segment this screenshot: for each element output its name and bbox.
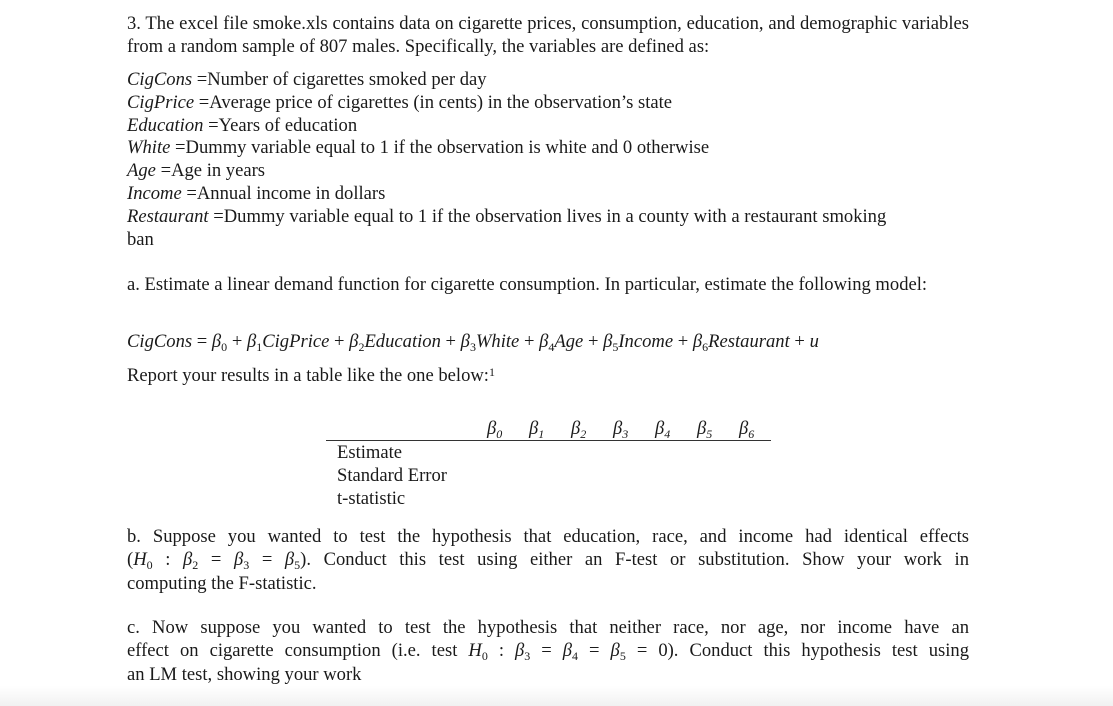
- table-header: [326, 418, 771, 441]
- column-header: $\beta_4$: [655, 418, 671, 441]
- variable-definition: [127, 92, 969, 115]
- table-row: t-statistic: [337, 488, 406, 509]
- variable-name: CigPrice: [127, 91, 195, 113]
- variable-description: =Dummy variable equal to 1 if the observation lives in a county with a restaurant smoking: [213, 205, 887, 227]
- variable-description: =Years of education: [208, 114, 358, 136]
- column-header: $\beta_5$: [697, 418, 713, 441]
- variable-name: White: [127, 137, 171, 159]
- footnote-marker: 1: [488, 365, 495, 379]
- variable-name: Restaurant: [127, 205, 209, 227]
- table-row-labels: [337, 442, 447, 511]
- variable-name: CigCons: [127, 69, 193, 90]
- variable-description: =Annual income in dollars: [186, 182, 386, 204]
- column-header: $\beta_6$: [739, 418, 755, 441]
- part-c-text: c. Now suppose you wanted to test the hypothesis that neither race, nor age, nor income have an effect on cigarette consumption (i.e. test $H_0$ : $\beta_3 = \beta_4 = \beta_5 = 0$). Conduct this hypothesis test using an LM test, showing your work: [127, 617, 969, 685]
- variable-definition: [127, 115, 969, 138]
- variable-description: =Age in years: [160, 160, 266, 182]
- question-intro: 3. The excel file smoke.xls contains data on cigarette prices, consumption, education, and demographic variables from a random sample of 807 males. Specifically, the variables are defined as:: [127, 13, 969, 57]
- table-row: Standard Error: [337, 465, 447, 486]
- variable-definition: [127, 183, 969, 206]
- column-header: $\beta_0$: [487, 418, 503, 441]
- column-header: $\beta_2$: [571, 418, 587, 441]
- model-equation: CigCons = $\beta_0$ + $\beta_1CigPrice$ + $\beta_2Education$ + $\beta_3White + \beta_4Age$ + $\beta_5Income$ + $\beta_6Restaurant + u$: [127, 331, 819, 354]
- variable-definition: [127, 160, 969, 183]
- variable-name: Education: [127, 114, 204, 136]
- table-row: Estimate: [337, 442, 403, 463]
- part-b-text: b. Suppose you wanted to test the hypothesis that education, race, and income had identical effects ($H_0$ : $\beta_2 = \beta_3 = \beta_5$). Conduct this test using either an F-test or substitution. Show your work in computing the F-statistic.: [127, 526, 969, 594]
- variable-definition-wrap: ban: [127, 228, 154, 250]
- variable-description: =Number of cigarettes smoked per day: [196, 69, 487, 90]
- variable-definitions: [127, 69, 969, 251]
- variable-description: =Average price of cigarettes (in cents) in the observation’s state: [198, 91, 673, 113]
- variable-definition: [127, 137, 969, 160]
- part-a-text: a. Estimate a linear demand function for cigarette consumption. In particular, estimate the following model:: [127, 274, 928, 295]
- column-header: $\beta_1$: [529, 418, 545, 441]
- variable-description: =Dummy variable equal to 1 if the observation is white and 0 otherwise: [175, 137, 710, 159]
- report-instruction: Report your results in a table like the one below:$^1$: [127, 365, 495, 386]
- variable-name: Income: [127, 182, 182, 204]
- variable-definition: [127, 69, 969, 92]
- variable-name: Age: [127, 160, 156, 182]
- page-bottom-edge: [0, 686, 1113, 706]
- variable-definition: [127, 206, 969, 229]
- column-header: $\beta_3$: [613, 418, 629, 441]
